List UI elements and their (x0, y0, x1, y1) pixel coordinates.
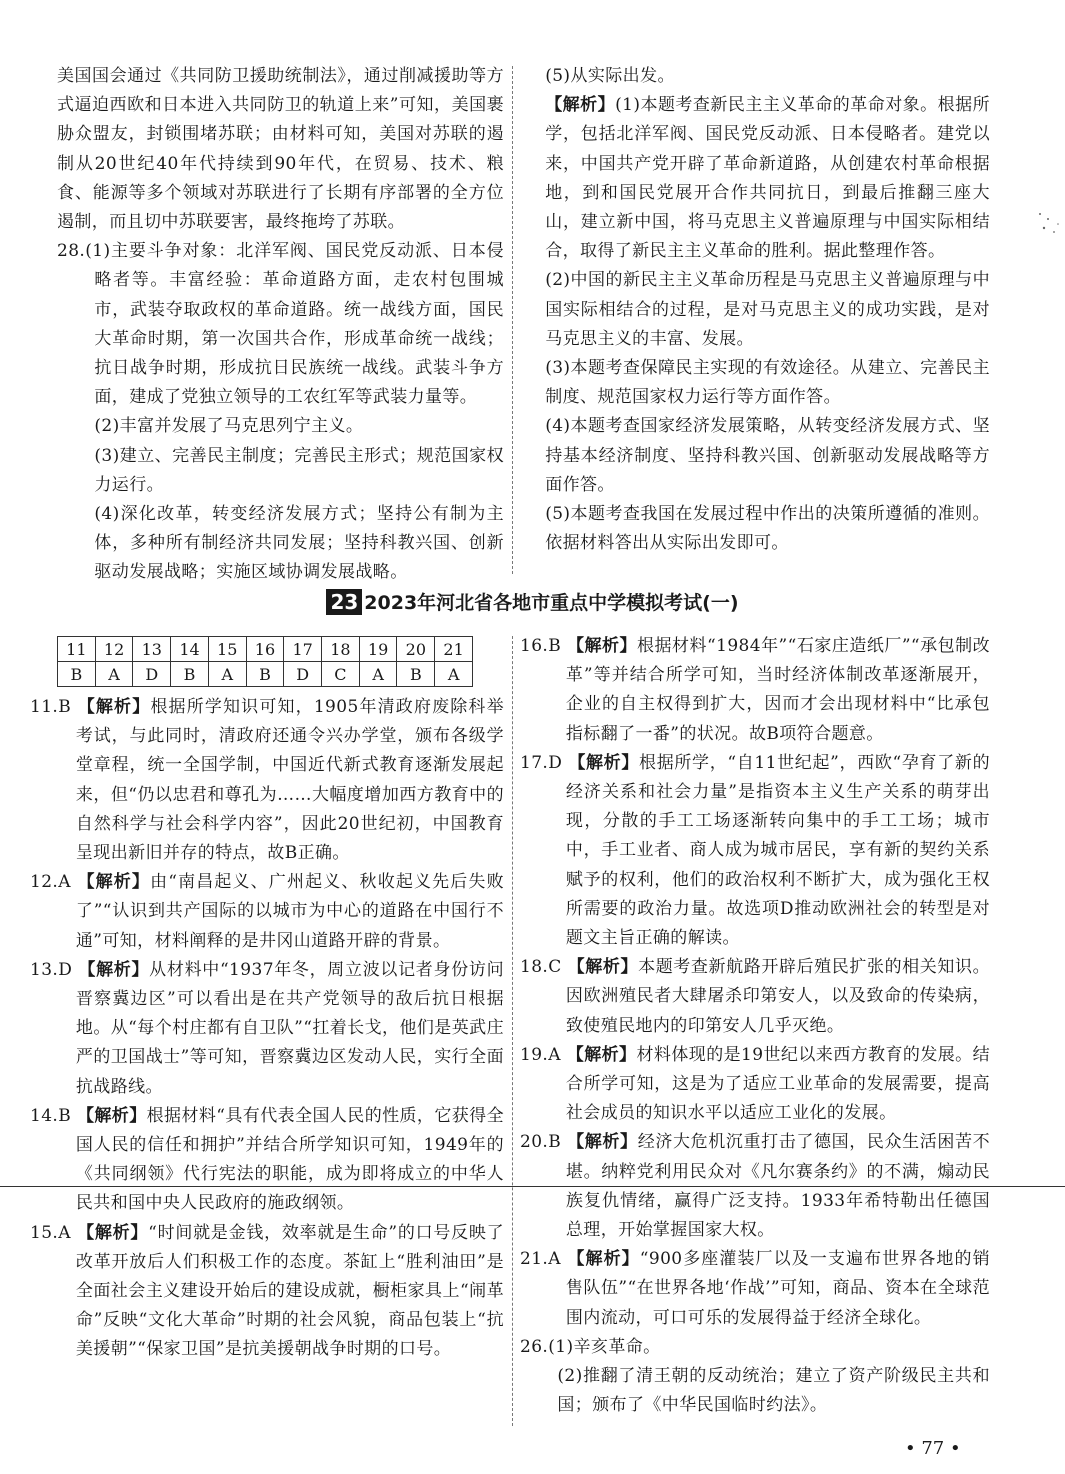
answer-letter: A (435, 662, 473, 687)
answer-item (520, 1245, 990, 1333)
item-number: 21.A (520, 1249, 561, 1270)
analysis-28-part4: (4)本题考查国家经济发展策略，从转变经济发展方式、坚持基本经济制度、坚持科教兴国、创新驱动发展战略等方面作答。 (545, 416, 990, 495)
item-number: 19.A (520, 1044, 561, 1065)
answer-item (30, 956, 504, 1102)
item-text: 根据材料“具有代表全国人民的性质，它获得全国人民的信任和拥护”并结合所学知识可知，1949年的《共同纲领》代行宪法的职能，成为即将成立的中华人民共和国中央人民政府的施政纲领。 (75, 1105, 504, 1214)
question-number: 20 (397, 637, 435, 662)
item-text: (2)推翻了清王朝的反动统治；建立了资产阶级民主共和国；颁布了《中华民国临时约法》。 (557, 1366, 990, 1416)
item-number: 20.B (520, 1132, 562, 1153)
top-right-column (535, 62, 990, 558)
item-text: “900多座灌装厂以及一支遍布世界各地的销售队伍”“在世界各地‘作战’”可知，商品、资本在全球范围内流动，可口可乐的发展得益于经济全球化。 (565, 1249, 990, 1328)
bottom-left-column (30, 693, 504, 1365)
analysis-tag: 【解析】 (78, 959, 150, 980)
answer-28-part1: 28.(1)主要斗争对象：北洋军阀、国民党反动派、日本侵略者等。丰富经验：革命道路方面，走农村包围城市，武装夺取政权的革命道路。统一战线方面，国民大革命时期，第一次国共合作，形成革命统一战线；抗日战争时期，形成抗日民族统一战线。武装斗争方面，建成了党独立领导的工农红军等武装力量等。 (57, 241, 504, 408)
page-number: • 77 • (905, 1438, 961, 1459)
analysis-tag: 【解析】 (567, 1249, 640, 1270)
item-text: 根据所学，“自11世纪起”，西欧“孕育了新的经济关系和社会力量”是指资本主义生产关系的萌芽出现，分散的手工工场逐渐转向集中的手工工场；城市中，手工业者、商人成为城市居民，享有新的契约关系赋予的权利，他们的政治权利不断扩大，成为强化王权所需要的政治力量。故选项D推动欧洲社会的转型是对题文主旨正确的解读。 (565, 752, 990, 949)
analysis-tag: 【解析】 (77, 872, 151, 893)
question-number: 15 (208, 637, 246, 662)
analysis-28-part1 (535, 91, 990, 266)
answer-letter: B (58, 662, 96, 687)
question-number: 17 (284, 637, 322, 662)
item-number: 12.A (30, 872, 71, 893)
question-number: 21 (435, 637, 473, 662)
item-number: 16.B (520, 636, 562, 656)
item-number: 15.A (30, 1222, 71, 1243)
item-text: 本题考查新航路开辟后殖民扩张的相关知识。因欧洲殖民者大肆屠杀印第安人，以及致命的传染病，致使殖民地内的印第安人几乎灭绝。 (565, 957, 990, 1036)
answer-item (520, 953, 990, 1041)
answer-item (520, 1041, 990, 1129)
analysis-28-part3: (3)本题考查保障民主实现的有效途径。从建立、完善民主制度、规范国家权力运行等方面作答。 (545, 358, 990, 408)
answer-letter: B (171, 662, 209, 687)
item-number: 11.B (30, 697, 72, 717)
top-left-column (57, 62, 504, 588)
item-text: 从材料中“1937年冬，周立波以记者身份访问晋察冀边区”可以看出是在共产党领导的敌后抗日根据地。从“每个村庄都有自卫队”“扛着长戈，他们是英武庄严的卫国战士”等可知，晋察冀边区发动人民，实行全面抗战路线。 (75, 959, 504, 1097)
analysis-tag: 【解析】 (77, 697, 151, 717)
answer-letter: D (133, 662, 171, 687)
analysis-tag: 【解析】 (567, 636, 638, 656)
answer-item (30, 1219, 504, 1365)
answer-28-part3: (3)建立、完善民主制度；完善民主形式；规范国家权力运行。 (94, 445, 504, 495)
column-divider-bottom (512, 636, 513, 1426)
answer-28-part5: (5)从实际出发。 (545, 66, 675, 86)
item-number: 13.D (30, 959, 73, 980)
question-number: 16 (246, 637, 284, 662)
item-text: 由“南昌起义、广州起义、秋收起义先后失败了”“认识到共产国际的以城市为中心的道路在中国行不通”可知，材料阐释的是井冈山道路开辟的背景。 (75, 872, 504, 951)
item-number: 26. (520, 1336, 549, 1357)
answer-item (520, 632, 990, 749)
analysis-28-part2: (2)中国的新民主主义革命历程是马克思主义普遍原理与中国实际相结合的过程，是对马克思主义的成功实践，是对马克思主义的丰富、发展。 (545, 270, 990, 349)
question-number: 19 (359, 637, 397, 662)
item-text: “时间就是金钱，效率就是生命”的口号反映了改革开放后人们积极工作的态度。茶缸上“胜利油田”是全面社会主义建设开始后的建设成就，橱柜家具上“闹革命”反映“文化大革命”时期的社会风貌，商品包装上“抗美援朝”“保家卫国”是抗美援朝战争时期的口号。 (75, 1222, 505, 1360)
analysis-tag: 【解析】 (76, 1105, 147, 1126)
answer-28-part4: (4)深化改革，转变经济发展方式；坚持公有制为主体，多种所有制经济共同发展；坚持科教兴国、创新驱动发展战略；实施区域协调发展战略。 (94, 504, 504, 583)
question-number: 14 (171, 637, 209, 662)
answer-item (30, 1102, 504, 1219)
analysis-tag: 【解析】 (77, 1222, 149, 1243)
answer-table-numbers-row (58, 637, 473, 662)
answer-item (520, 1128, 990, 1245)
item-text: 根据材料“1984年”“石家庄造纸厂”“承包制改革”等并结合所学可知，当时经济体制改革逐渐展开，企业的自主权得到扩大，因而才会出现材料中“比承包指标翻了一番”的状况。故B项符合题意。 (565, 636, 990, 744)
scan-speck-marks (1036, 210, 1062, 240)
analysis-text: (1)本题考查新民主主义革命的革命对象。根据所学，包括北洋军阀、国民党反动派、日本侵略者。建党以来，中国共产党开辟了革命新道路，从创建农村革命根据地，到和国民党展开合作共同抗日，到最后推翻三座大山，建立新中国，将马克思主义普遍原理与中国实际相结合，取得了新民主主义革命的胜利。据此整理作答。 (545, 95, 990, 262)
item-text: 经济大危机沉重打击了德国，民众生活困苦不堪。纳粹党利用民众对《凡尔赛条约》的不满，煽动民族复仇情绪，赢得广泛支持。1933年希特勒出任德国总理，开始掌握国家大权。 (565, 1132, 990, 1241)
answer-letter: D (284, 662, 322, 687)
question-number: 12 (95, 637, 133, 662)
section-title-text: 2023年河北省各地市重点中学模拟考试(一) (364, 592, 739, 614)
item-number: 18.C (520, 957, 562, 978)
bottom-right-column (520, 632, 990, 1420)
analysis-tag: 【解析】 (568, 752, 640, 773)
question-number: 11 (58, 637, 96, 662)
answer-item (520, 749, 990, 953)
section-number-badge: 23 (326, 589, 362, 615)
answer-item (30, 868, 504, 956)
section-title (0, 588, 1065, 618)
answer-letter: A (95, 662, 133, 687)
question-number: 18 (322, 637, 360, 662)
paragraph: 美国国会通过《共同防卫援助统制法》，通过削减援助等方式逼迫西欧和日本进入共同防卫的轨道上来”可知，美国裹胁众盟友，封锁围堵苏联；由材料可知，美国对苏联的遏制从20世纪40年代持续到90年代，在贸易、技术、粮食、能源等多个领域对苏联进行了长期有序部署的全方位遏制，而且切中苏联要害，最终拖垮了苏联。 (57, 66, 504, 233)
answer-28-part2: (2)丰富并发展了马克思列宁主义。 (94, 416, 364, 437)
answer-letter: C (322, 662, 360, 687)
answer-letter: B (397, 662, 435, 687)
item-text: 材料体现的是19世纪以来西方教育的发展。结合所学可知，这是为了适应工业革命的发展需要，提高社会成员的知识水平以适应工业化的发展。 (565, 1044, 991, 1124)
analysis-28-part5: (5)本题考查我国在发展过程中作出的决策所遵循的准则。依据材料答出从实际出发即可。 (545, 504, 990, 554)
analysis-tag: 【解析】 (567, 1132, 638, 1153)
answer-table-answers-row (58, 662, 473, 687)
analysis-tag: 【解析】 (567, 957, 639, 978)
answer-item (520, 1333, 990, 1362)
analysis-tag: 【解析】 (566, 1044, 637, 1065)
question-number: 13 (133, 637, 171, 662)
answer-letter: A (359, 662, 397, 687)
item-text: (1)辛亥革命。 (548, 1336, 661, 1357)
answer-letter: A (208, 662, 246, 687)
item-number: 17.D (520, 752, 563, 773)
answer-table (57, 636, 473, 687)
answer-item (30, 693, 504, 868)
answer-item (520, 1362, 990, 1420)
answer-letter: B (246, 662, 284, 687)
item-text: 根据所学知识可知，1905年清政府废除科举考试，与此同时，清政府还通令兴办学堂，颁布各级学堂章程，统一全国学制，中国近代新式教育逐渐发展起来，但“仍以忠君和尊孔为……大幅度增加西方教育中的自然科学与社会科学内容”，因此20世纪初，中国教育呈现出新旧并存的特点，故B正确。 (75, 697, 504, 864)
column-divider-top (512, 66, 513, 574)
item-number: 14.B (30, 1105, 72, 1126)
analysis-tag: 【解析】 (545, 95, 616, 116)
